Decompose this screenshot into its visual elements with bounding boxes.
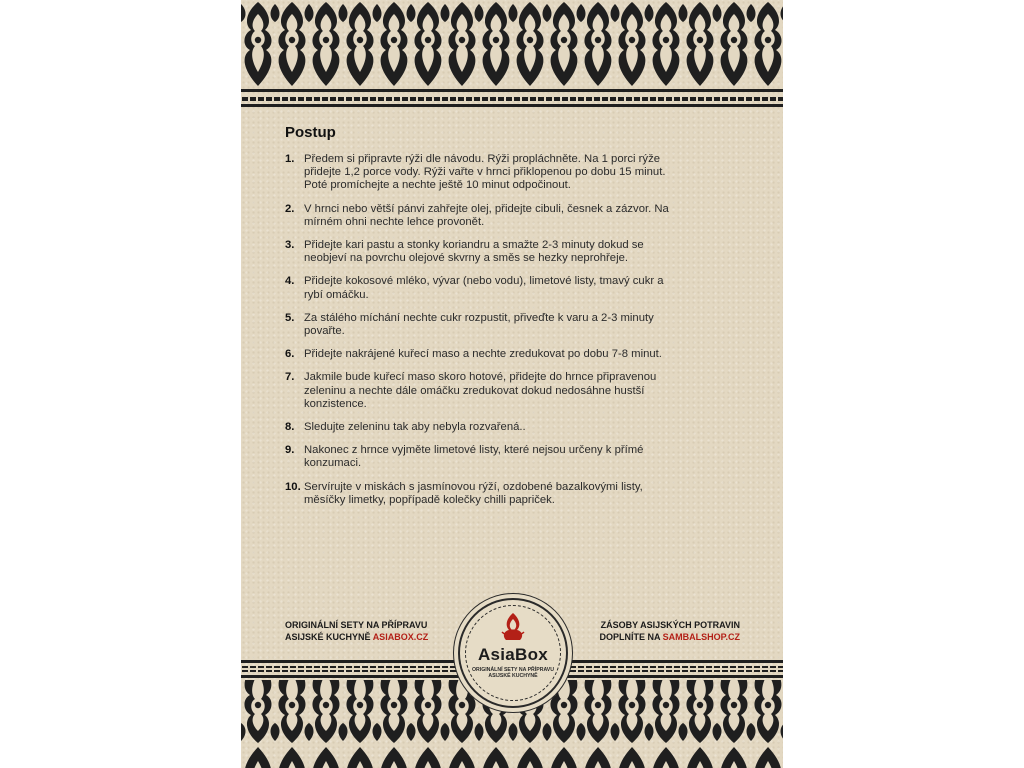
step-number: 2. bbox=[285, 202, 295, 215]
asiabox-seal bbox=[460, 600, 566, 706]
step-text: Nakonec z hrnce vyjměte limetové listy, které nejsou určeny k přímé konzumaci. bbox=[304, 444, 644, 470]
step-number: 1. bbox=[285, 153, 295, 165]
footer-right-line1: ZÁSOBY ASIJSKÝCH POTRAVIN bbox=[600, 620, 740, 630]
step-text: Sledujte zeleninu tak aby nebyla rozvařená.. bbox=[304, 421, 526, 434]
footer-asiabox-promo bbox=[285, 619, 465, 643]
list-item bbox=[285, 203, 755, 229]
step-text: Servírujte v miskách s jasmínovou rýží, ozdobené bazalkovými listy, měsíčky limetky, popřípadě kolečky chilli papriček. bbox=[304, 480, 643, 506]
footer-left-line1: ORIGINÁLNÍ SETY NA PŘÍPRAVU bbox=[285, 620, 428, 630]
footer-left-line2: ASIJSKÉ KUCHYNĚ bbox=[285, 632, 373, 642]
recipe-content bbox=[285, 124, 755, 517]
brand-tagline: ORIGINÁLNÍ SETY NA PŘÍPRAVU ASIJSKÉ KUCHYNĚ bbox=[471, 667, 555, 679]
list-item bbox=[285, 421, 755, 434]
list-item bbox=[285, 481, 755, 507]
step-number: 6. bbox=[285, 348, 295, 361]
list-item bbox=[285, 371, 755, 411]
list-item bbox=[285, 348, 755, 361]
list-item bbox=[285, 312, 755, 338]
step-text: Jakmile bude kuřecí maso skoro hotové, přidejte do hrnce připravenou zeleninu a nechte dále omáčku zredukovat dokud nedosáhne hustší konzistence. bbox=[304, 371, 657, 410]
step-text: V hrnci nebo větší pánvi zahřejte olej, přidejte cibuli, česnek a zázvor. Na mírném ohni nechte lehce provonět. bbox=[304, 202, 669, 228]
recipe-heading: Postup bbox=[285, 124, 336, 141]
step-text: Za stálého míchání nechte cukr rozpustit, přiveďte k varu a 2-3 minuty povařte. bbox=[304, 311, 654, 338]
list-item bbox=[285, 444, 755, 470]
sambalshop-link[interactable]: SAMBALSHOP.CZ bbox=[662, 632, 740, 642]
step-number: 10. bbox=[285, 480, 301, 493]
step-text: Přidejte kari pastu a stonky koriandru a smažte 2-3 minuty dokud se neobjeví na povrchu olejové skvrny a směs se hezky neprohřeje. bbox=[304, 239, 644, 265]
step-text: Přidejte nakrájené kuřecí maso a nechte zredukovat po dobu 7-8 minut. bbox=[304, 348, 662, 361]
list-item bbox=[285, 239, 755, 265]
steps-list bbox=[285, 153, 755, 507]
step-number: 5. bbox=[285, 311, 295, 324]
step-number: 7. bbox=[285, 371, 295, 384]
step-number: 9. bbox=[285, 444, 295, 457]
top-ornament-band bbox=[241, 0, 783, 110]
list-item bbox=[285, 153, 755, 193]
step-text: Předem si připravte rýži dle návodu. Rýži propláchněte. Na 1 porci rýže přidejte 1,2 porce vody. Rýži vařte v hrnci přiklopenou po dobu 15 minut. Poté promíchejte a nechte ještě 10 minut odpočinout. bbox=[304, 153, 666, 192]
footer-sambalshop-promo bbox=[570, 619, 740, 643]
step-number: 3. bbox=[285, 239, 295, 252]
brand-name: AsiaBox bbox=[477, 645, 549, 664]
step-text: Přidejte kokosové mléko, vývar (nebo vodu), limetové listy, tmavý cukr a rybí omáčku. bbox=[304, 275, 664, 301]
step-number: 8. bbox=[285, 421, 295, 434]
list-item bbox=[285, 275, 755, 301]
recipe-page bbox=[241, 0, 783, 768]
step-number: 4. bbox=[285, 275, 295, 288]
footer-right-line2: DOPLNÍTE NA bbox=[599, 632, 663, 642]
asiabox-link[interactable]: ASIABOX.CZ bbox=[372, 632, 429, 642]
